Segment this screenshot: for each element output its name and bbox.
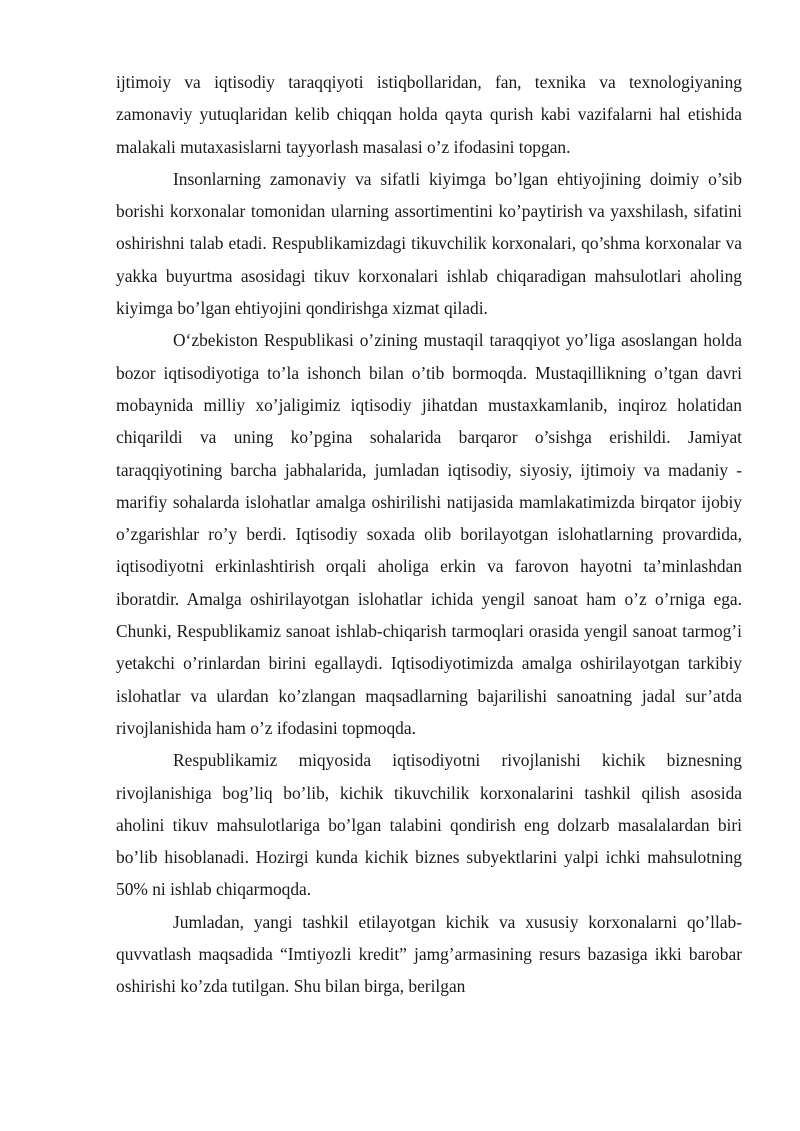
paragraph-uzbekistan-reforms: O‘zbekiston Respublikasi o’zining mustaqil taraqqiyot yo’liga asoslangan holda bozor iqtisodiyotiga to’la ishonch bilan o’tib bormoqda. Mustaqillikning o’tgan davri mobaynida milliy xo’jaligimiz iqtisodiy jihatdan mustaxkamlanib, inqiroz holatidan chiqarildi va uning ko’pgina sohalarida barqaror o’sishga erishildi. Jamiyat taraqqiyotining barcha jabhalarida, jumladan iqtisodiy, siyosiy, ijtimoiy va madaniy -marifiy sohalarda islohatlar amalga oshirilishi natijasida mamlakatimizda birqator ijobiy o’zgarishlar ro’y berdi. Iqtisodiy soxada olib borilayotgan islohatlarning provardida, iqtisodiyotni erkinlashtirish orqali aholiga erkin va farovon hayotni ta’minlashdan iboratdir. Amalga oshirilayotgan islohatlar ichida yengil sanoat ham o’z o’rniga ega. Chunki, Respublikamiz sanoat ishlab-chiqarish tarmoqlari orasida yengil sanoat tarmog’i yetakchi o’rinlardan birini egallaydi. Iqtisodiyotimizda amalga oshirilayotgan tarkibiy islohatlar va ulardan ko’zlangan maqsadlarning bajarilishi sanoatning jadal sur’atda rivojlanishida ham o’z ifodasini topmoqda.: [116, 330, 742, 738]
paragraph-continuation: ijtimoiy va iqtisodiy taraqqiyoti istiqbollaridan, fan, texnika va texnologiyaning zamonaviy yutuqlaridan kelib chiqqan holda qayta qurish kabi vazifalarni hal etishida malakali mutaxasislarni tayyorlash masalasi o’z ifodasini topgan.: [116, 72, 742, 157]
paragraph-credit-fund: Jumladan, yangi tashkil etilayotgan kichik va xususiy korxonalarni qo’llab-quvvatlash maqsadida “Imtiyozli kredit” jamg’armasining resurs bazasiga ikki barobar oshirishi ko’zda tutilgan. Shu bilan birga, berilgan: [116, 911, 742, 997]
document-page: [116, 66, 742, 1003]
paragraph-clothing-demand: Insonlarning zamonaviy va sifatli kiyimga bo’lgan ehtiyojining doimiy o’sib borishi korxonalar tomonidan ularning assortimentini ko’paytirish va yaxshilash, sifatini oshirishni talab etadi. Respublikamizdagi tikuvchilik korxonalari, qo’shma korxonalar va yakka buyurtma asosidagi tikuv korxonalari ishlab chiqaradigan mahsulotlari aholing kiyimga bo’lgan ehtiyojini qondirishga xizmat qiladi.: [116, 168, 742, 319]
paragraph-small-business: Respublikamiz miqyosida iqtisodiyotni rivojlanishi kichik biznesning rivojlanishiga bog’liq bo’lib, kichik tikuvchilik korxonalarini tashkil qilish asosida aholini tikuv mahsulotlariga bo’lgan talabini qondirish eng dolzarb masalalardan biri bo’lib hisoblanadi. Hozirgi kunda kichik biznes subyektlarini yalpi ichki mahsulotning 50% ni ishlab chiqarmoqda.: [116, 750, 742, 900]
